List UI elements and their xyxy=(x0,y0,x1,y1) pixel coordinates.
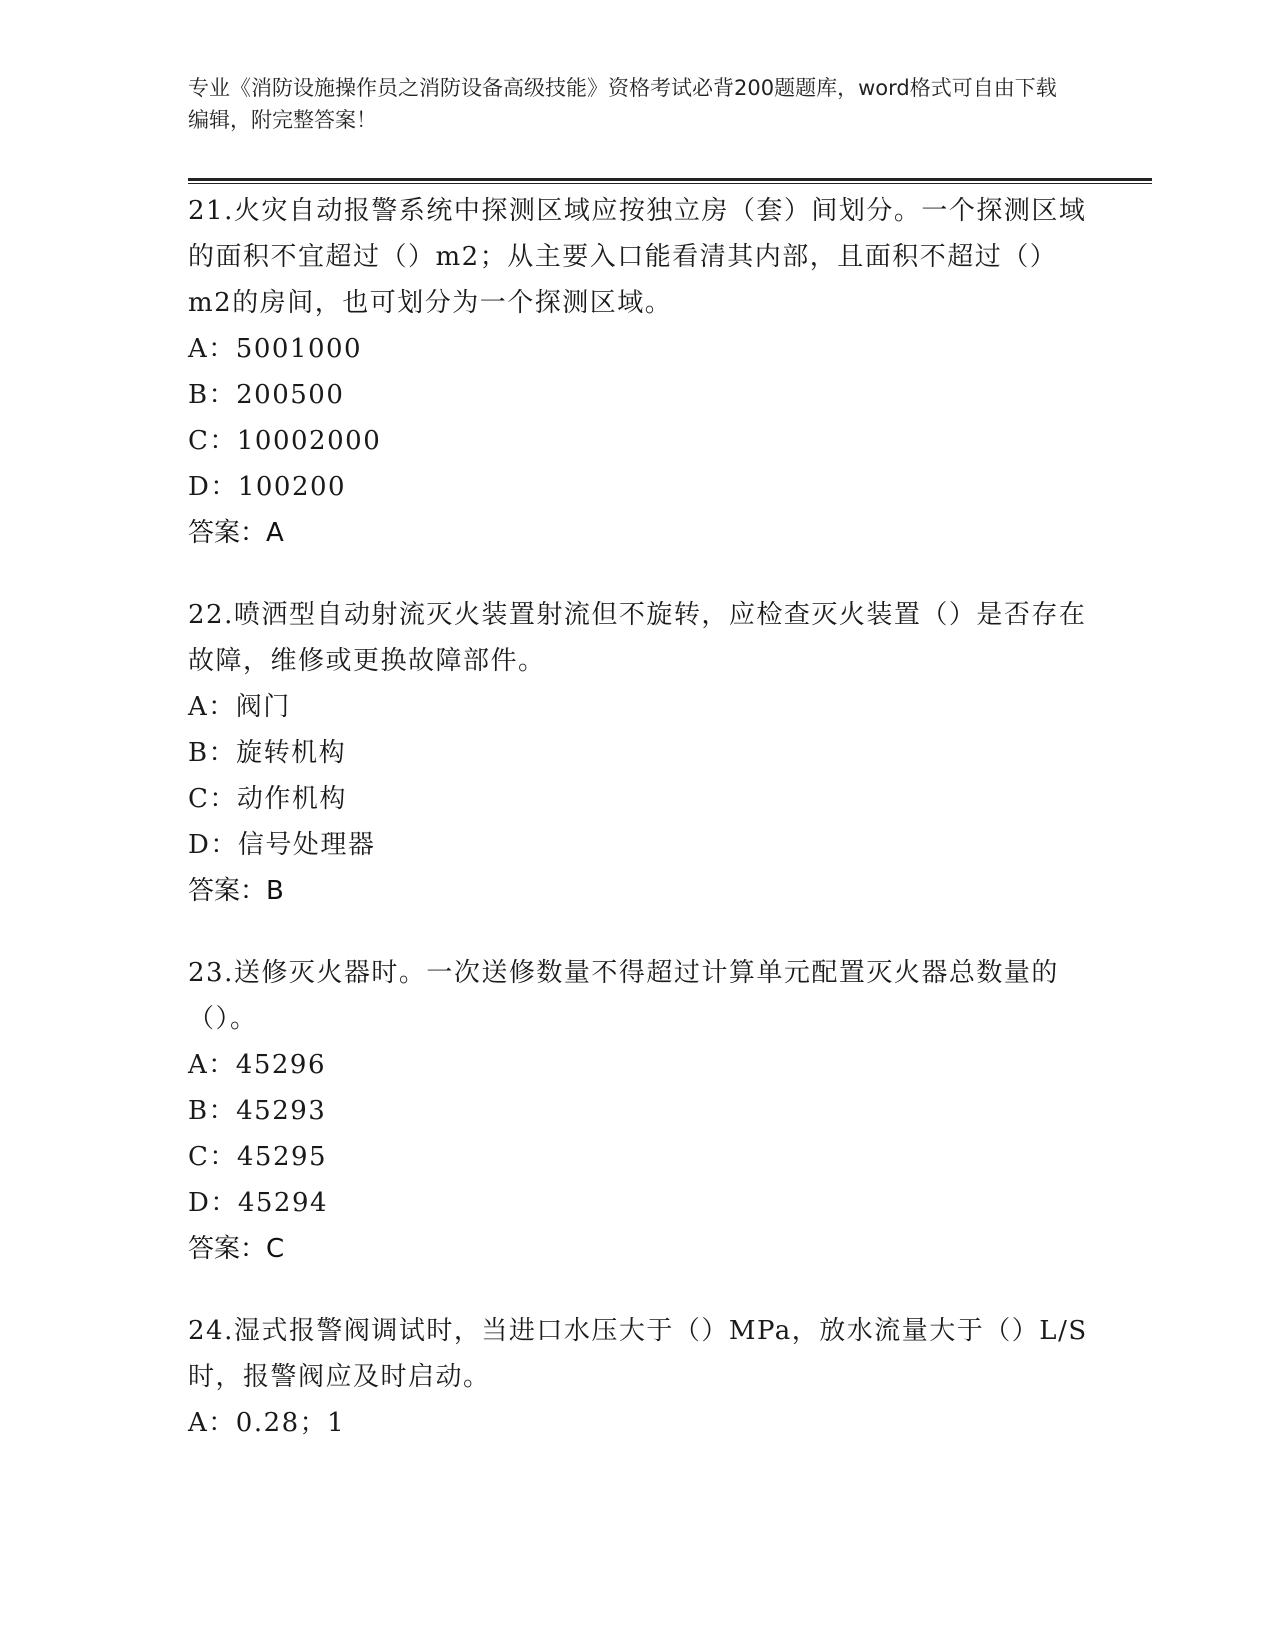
option-b: B：旋转机构 xyxy=(188,738,347,768)
option-d: D：100200 xyxy=(188,472,347,502)
document-header: 专业《消防设施操作员之消防设备高级技能》资格考试必背200题题库，word格式可自由下载编辑，附完整答案！ xyxy=(188,76,1057,132)
option-a: A：0.28；1 xyxy=(188,1408,346,1438)
option-c: C：10002000 xyxy=(188,426,382,456)
question-stem: 21.火灾自动报警系统中探测区域应按独立房（套）间划分。一个探测区域的面积不宜超过（）m2；从主要入口能看清其内部，且面积不超过（）m2的房间，也可划分为一个探测区域。 xyxy=(188,196,1087,318)
answer-line: 答案：B xyxy=(188,876,284,906)
option-b: B：45293 xyxy=(188,1096,327,1126)
question-21 xyxy=(188,188,1088,556)
header-divider-thick xyxy=(188,178,1152,181)
option-a: A：5001000 xyxy=(188,334,363,364)
option-c: C：动作机构 xyxy=(188,784,347,814)
answer-line: 答案：C xyxy=(188,1234,285,1264)
option-b: B：200500 xyxy=(188,380,345,410)
option-a: A：阀门 xyxy=(188,692,291,722)
question-list xyxy=(188,188,1088,1482)
question-24 xyxy=(188,1308,1088,1446)
question-stem: 22.喷洒型自动射流灭火装置射流但不旋转，应检查灭火装置（）是否存在故障，维修或更换故障部件。 xyxy=(188,600,1087,676)
option-c: C：45295 xyxy=(188,1142,328,1172)
answer-line: 答案：A xyxy=(188,518,284,548)
question-stem: 23.送修灭火器时。一次送修数量不得超过计算单元配置灭火器总数量的（）。 xyxy=(188,958,1059,1034)
option-d: D：45294 xyxy=(188,1188,329,1218)
question-22 xyxy=(188,592,1088,914)
header-divider-thin xyxy=(188,183,1152,184)
question-stem: 24.湿式报警阀调试时，当进口水压大于（）MPa，放水流量大于（）L/S时，报警阀应及时启动。 xyxy=(188,1316,1088,1392)
option-a: A：45296 xyxy=(188,1050,326,1080)
question-23 xyxy=(188,950,1088,1272)
option-d: D：信号处理器 xyxy=(188,830,376,860)
